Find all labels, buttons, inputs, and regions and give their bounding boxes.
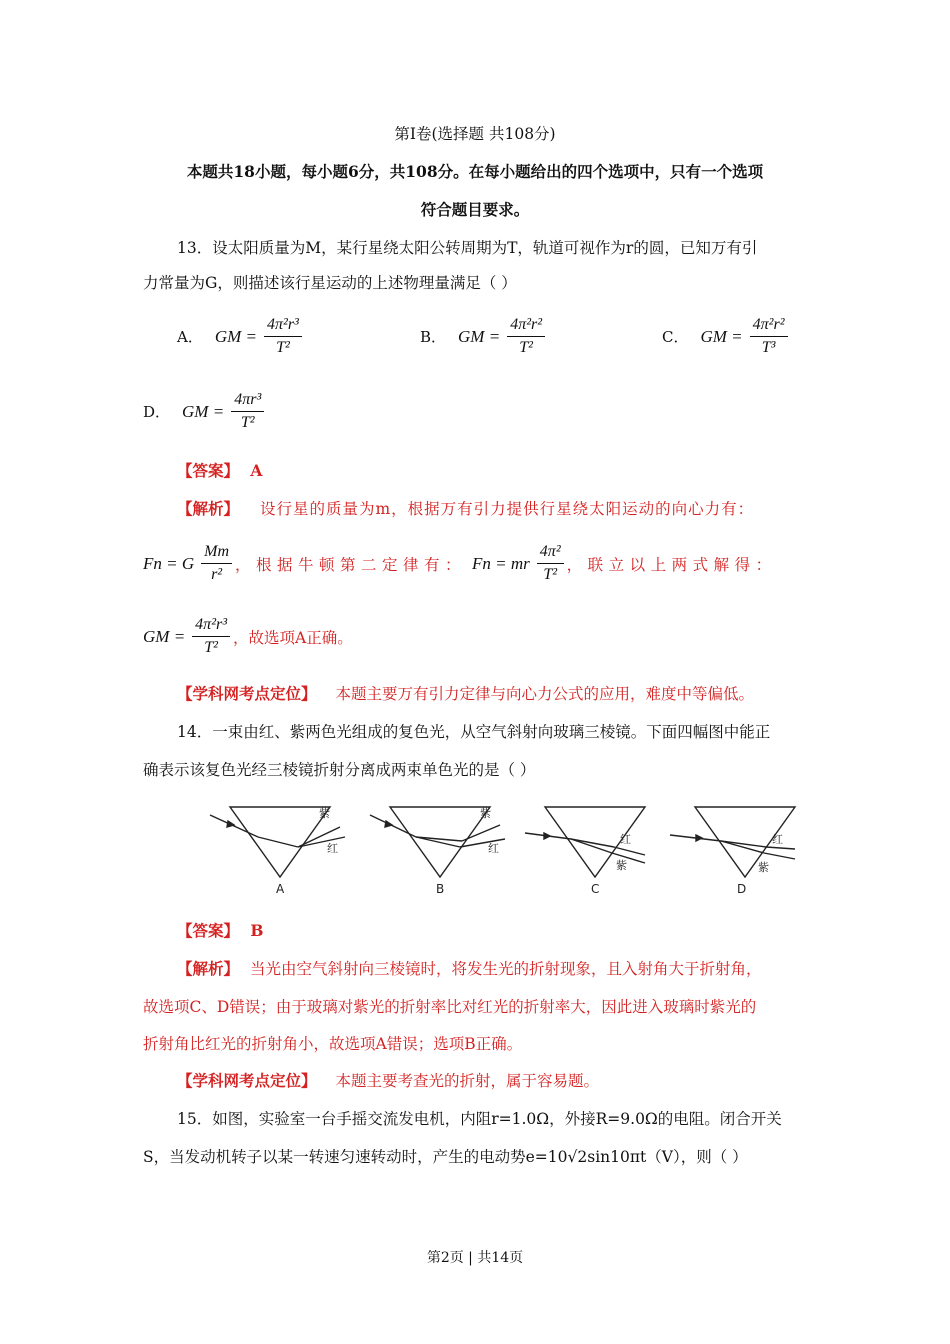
q13-option-c: C． GM = $\frac{\text{4π²r²}}{\text{T³}}$ <box>662 315 791 358</box>
fig-b-upper-label: 紫 <box>480 807 491 820</box>
option-c-label: C． <box>662 328 689 346</box>
eq3-lhs: GM = <box>143 626 186 646</box>
q13-result-equation <box>143 615 353 658</box>
q13-analysis-equations <box>143 542 777 585</box>
fig-b-label: B <box>436 882 445 896</box>
fraction: $\frac{\text{4πr³}}{\text{T²}}$ <box>231 390 264 433</box>
q13-knowledge-point: 【学科网考点定位】 本题主要万有引力定律与向心力公式的应用，难度中等偏低。 <box>177 684 754 703</box>
fig-b-lower-label: 红 <box>488 842 499 855</box>
answer-tag: 【答案】 <box>177 461 240 480</box>
eq1-fraction: $\frac{Mm}{\text{r²}}$ <box>201 542 232 585</box>
q14-analysis-line-3: 折射角比红光的折射角小，故选项A错误；选项B正确。 <box>143 1035 523 1053</box>
q13-stem-line-2: 力常量为G，则描述该行星运动的上述物理量满足（ ） <box>143 274 517 292</box>
fraction: $\frac{\text{4π²r³}}{\text{T²}}$ <box>264 315 302 358</box>
eq1-lhs: Fn = G <box>143 553 195 573</box>
analysis-tag: 【解析】 <box>177 959 240 978</box>
q14-stem-line-2: 确表示该复色光经三棱镜折射分离成两束单色光的是（ ） <box>143 761 536 779</box>
prism-figure-d <box>670 807 795 896</box>
eq3-tail: ，故选项A正确。 <box>233 628 353 647</box>
q13-analysis-line-1: 【解析】 设行星的质量为m，根据万有引力提供行星绕太阳运动的向心力有： <box>177 499 755 518</box>
q14-analysis-line-2: 故选项C、D错误；由于玻璃对紫光的折射率比对红光的折射率大，因此进入玻璃时紫光的 <box>143 998 757 1016</box>
answer-value: A <box>250 461 263 480</box>
q14-stem-line-1: 14．一束由红、紫两色光组成的复色光，从空气斜射向玻璃三棱镜。下面四幅图中能正 <box>177 723 771 741</box>
q15-stem-line-2: S，当发动机转子以某一转速匀速转动时，产生的电动势e=10√2sin10πt（V），则（ ） <box>143 1148 748 1166</box>
eq2-lhs: Fn = mr <box>472 553 530 573</box>
answer-value: B <box>250 921 264 940</box>
analysis-mid: ，根据牛顿第二定律有： <box>235 555 467 574</box>
q14-analysis-line-1: 【解析】 当光由空气斜射向三棱镜时，将发生光的折射现象，且入射角大于折射角， <box>177 959 762 978</box>
fig-c-lower-label: 紫 <box>616 859 627 872</box>
section-title: 第I卷(选择题 共108分) <box>394 125 556 143</box>
fig-d-upper-label: 红 <box>772 833 783 846</box>
q14-answer <box>177 921 264 941</box>
fig-d-lower-label: 紫 <box>758 861 769 874</box>
q13-answer <box>177 461 262 481</box>
fig-a-upper-label: 紫 <box>319 807 330 820</box>
q13-stem-line-1: 13．设太阳质量为M，某行星绕太阳公转周期为T，轨道可视作为r的圆，已知万有引 <box>177 239 758 257</box>
q14-knowledge-point: 【学科网考点定位】 本题主要考查光的折射，属于容易题。 <box>177 1071 599 1090</box>
fraction: $\frac{\text{4π²r²}}{\text{T³}}$ <box>750 315 788 358</box>
eq2-fraction: $\frac{\text{4π²}}{\text{T²}}$ <box>537 542 564 585</box>
eq3-fraction: $\frac{\text{4π²r³}}{\text{T²}}$ <box>192 615 230 658</box>
option-b-label: B． <box>420 328 447 346</box>
fig-a-lower-label: 红 <box>327 842 338 855</box>
q13-option-a: A． GM = $\frac{\text{4π²r³}}{\text{T²}}$ <box>177 315 305 358</box>
q13-option-b: B． GM = $\frac{\text{4π²r²}}{\text{T²}}$ <box>420 315 548 358</box>
analysis-end: ，联立以上两式解得： <box>566 555 777 574</box>
option-d-label: D． <box>143 403 171 421</box>
knowledge-point-tag: 【学科网考点定位】 <box>177 684 317 703</box>
fig-c-upper-label: 红 <box>620 833 631 846</box>
fraction: $\frac{\text{4π²r²}}{\text{T²}}$ <box>507 315 545 358</box>
instruction-line-1: 本题共18小题，每小题6分，共108分。在每小题给出的四个选项中，只有一个选项 <box>186 162 764 181</box>
analysis-tag: 【解析】 <box>177 499 240 518</box>
answer-tag: 【答案】 <box>177 921 240 940</box>
instruction-line-2: 符合题目要求。 <box>420 200 530 219</box>
prism-diagrams <box>200 795 840 900</box>
q15-stem-line-1: 15．如图，实验室一台手摇交流发电机，内阻r=1.0Ω，外接R=9.0Ω的电阻。闭合开关 <box>177 1110 782 1128</box>
prism-figure-c <box>525 807 645 896</box>
option-a-label: A． <box>177 328 203 346</box>
prism-figure-a <box>210 806 345 896</box>
q13-option-d: D． GM = $\frac{\text{4πr³}}{\text{T²}}$ <box>143 390 267 433</box>
prism-figure-b <box>370 806 505 896</box>
page-footer: 第2页 | 共14页 <box>426 1250 524 1266</box>
fig-a-label: A <box>276 882 285 896</box>
fig-c-label: C <box>591 882 600 896</box>
knowledge-point-tag: 【学科网考点定位】 <box>177 1071 317 1090</box>
fig-d-label: D <box>737 882 747 896</box>
